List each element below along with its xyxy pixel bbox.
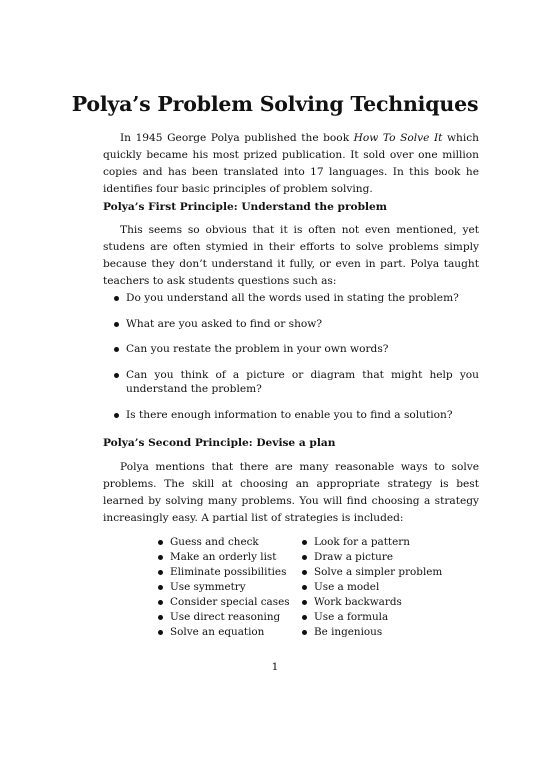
page-number: 1: [271, 661, 279, 673]
list-item: Guess and check: [158, 535, 302, 550]
first-principle-paragraph: This seems so obvious that it is often not even mentioned, yet studens are often stymied in their efforts to solve problems simply because they don’t understand it fully, or even in part. Polya taught teachers to ask students questions such as:: [103, 224, 479, 287]
book-title: How To Solve It: [353, 132, 443, 144]
list-item: Work backwards: [302, 595, 462, 610]
list-item: What are you asked to find or show?: [113, 317, 479, 332]
list-item: Look for a pattern: [302, 535, 462, 550]
question-list: [113, 291, 479, 433]
list-item: Do you understand all the words used in stating the problem?: [113, 291, 479, 306]
list-item: Solve an equation: [158, 625, 302, 640]
intro-text-after: which quickly became his most prized publication. It sold over one million copies and has been translated into 17 languages. In this book he identifies four basic principles of problem solving.: [103, 132, 479, 195]
second-principle-paragraph: Polya mentions that there are many reasonable ways to solve problems. The skill at choosing an appropriate strategy is best learned by solving many problems. You will find choosing a strategy increasingly easy. A partial list of strategies is included:: [103, 461, 479, 524]
page-title: Polya’s Problem Solving Techniques: [71, 92, 479, 116]
intro-paragraph: [103, 130, 479, 198]
list-item: Draw a picture: [302, 550, 462, 565]
list-item: Use symmetry: [158, 580, 302, 595]
list-item: Use a formula: [302, 610, 462, 625]
strategy-list: [158, 535, 462, 640]
list-item: Eliminate possibilities: [158, 565, 302, 580]
first-principle-heading: Polya’s First Principle: Understand the problem: [103, 201, 387, 213]
list-item: Is there enough information to enable you to find a solution?: [113, 408, 479, 423]
list-item: Can you think of a picture or diagram that might help you understand the problem?: [113, 368, 479, 397]
second-principle-heading: Polya’s Second Principle: Devise a plan: [103, 437, 336, 449]
list-item: Be ingenious: [302, 625, 462, 640]
list-item: Make an orderly list: [158, 550, 302, 565]
intro-text-before: In 1945 George Polya published the book: [120, 132, 354, 144]
list-item: Use direct reasoning: [158, 610, 302, 625]
list-item: Solve a simpler problem: [302, 565, 462, 580]
list-item: Consider special cases: [158, 595, 302, 610]
list-item: Can you restate the problem in your own words?: [113, 342, 479, 357]
list-item: Use a model: [302, 580, 462, 595]
